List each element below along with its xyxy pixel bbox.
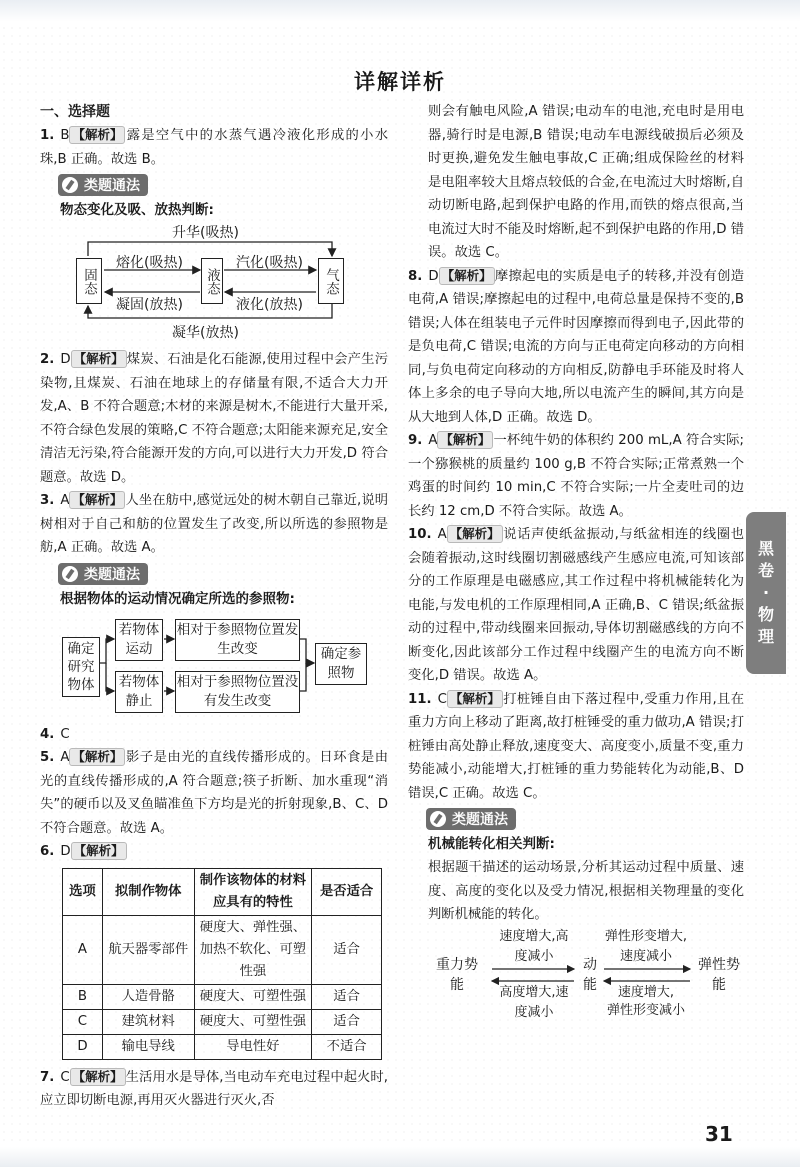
table-cell: 硬度大、可塑性强 — [194, 984, 312, 1009]
page-title: 详解详析 — [354, 70, 446, 94]
analysis-tag: 【解析】 — [70, 1068, 126, 1086]
label-vaporization: 汽化(吸热) — [236, 255, 303, 271]
table-cell: B — [63, 984, 103, 1009]
question-5: 5. A 【解析】 影子是由光的直线传播形成的。日环食是由光的直线传播形成的,A 符合题意;筷子折断、加水重现“消失”的硬币以及叉鱼瞄准鱼下方均是光的折射现象,B、C、D 不符合题意。故选 A。 — [40, 749, 388, 836]
question-9: 9. A 【解析】 一杯纯牛奶的体积约 200 mL,A 符合实际;一个猕猴桃的质量约 100 g,B 不符合实际;正常煮熟一个鸡蛋的时间约 10 min,C 不符合实际;一片全麦吐司的边长约 12 cm,D 不符合实际。故选 A。 — [408, 432, 744, 519]
box-position-changed: 相对于参照物位置发生改变 — [175, 619, 300, 661]
label-freezing: 凝固(放热) — [116, 297, 183, 313]
table-cell: C — [63, 1009, 103, 1034]
question-6: 6. D 【解析】 — [40, 840, 388, 864]
left-column — [40, 100, 388, 1113]
table-header: 是否适合 — [312, 868, 382, 915]
table-cell: 适合 — [312, 1009, 382, 1034]
table-row — [63, 1009, 382, 1034]
question-8: 8. D 【解析】 摩擦起电的实质是电子的转移,并没有创造电荷,A 错误;摩擦起电的过程中,电荷总量是保持不变的,B 错误;人体在组装电子元件时因摩擦而得到电子,因此带的是负电荷,C 错误;电流的方向与正电荷定向移动的方向相同,与负电荷定向移动的方向相反,防静电手环能及时将人体上多余的电子导向大地,所以电流产生的瞬间,其方向是从大地到人体,D 正确。故选 D。 — [408, 267, 744, 425]
table-cell: 航天器零部件 — [102, 915, 194, 984]
box-determine-reference: 确定参照物 — [315, 643, 367, 685]
table-header: 拟制作物体 — [102, 868, 194, 915]
method-heading: 根据物体的运动情况确定所选的参照物: — [60, 590, 295, 607]
page-number: 31 — [705, 1122, 733, 1146]
table-row — [63, 984, 382, 1009]
label-right-top-2: 速度减小 — [619, 948, 672, 964]
question-7-continued: 则会有触电风险,A 错误;电动车的电池,充电时是用电器,骑行时是电源,B 错误;电动车电源线破损后必须及时更换,避免发生触电事故,C 正确;组成保险丝的材料是电阻率较大且熔点较低的合金,在电流过大时熔断,自动切断电路,起到保护电路的作用,而铁的熔点很高,当电流过大时不能及时熔断,起不到保护电路的作用,D 错误。故选 C。 — [428, 104, 744, 260]
box-liquid: 液态 — [201, 258, 223, 304]
label-gravitational-pe: 重力势能 — [436, 956, 478, 993]
analysis-tag: 【解析】 — [71, 842, 127, 860]
table-cell: 适合 — [312, 915, 382, 984]
table-cell: 不适合 — [312, 1034, 382, 1059]
bottom-band — [0, 1147, 800, 1167]
question-3: 3. A 【解析】 人坐在舫中,感觉远处的树木朝自己靠近,说明树相对于自己和舫的位置发生了改变,所以所选的参照物是舫,A 正确。故选 A。 — [40, 492, 388, 555]
label-sublimation: 升华(吸热) — [172, 225, 239, 241]
method-badge: 类题通法 — [58, 174, 148, 196]
table-cell: 建筑材料 — [102, 1009, 194, 1034]
box-solid: 固态 — [76, 258, 102, 304]
label-deposition: 凝华(放热) — [172, 325, 239, 341]
box-if-moving: 若物体运动 — [115, 619, 163, 661]
analysis-tag: 【解析】 — [437, 431, 493, 449]
box-if-still: 若物体静止 — [115, 671, 163, 713]
side-tab: 黑 卷 · 物 理 — [746, 512, 786, 674]
label-condensation: 液化(放热) — [236, 297, 303, 313]
analysis-tag: 【解析】 — [447, 690, 503, 708]
key-icon — [62, 566, 78, 582]
label-right-top-1: 弹性形变增大, — [604, 928, 688, 944]
state-change-diagram — [60, 222, 360, 342]
label-elastic-pe: 弹性势能 — [698, 956, 740, 993]
table-cell: 硬度大、弹性强、加热不软化、可塑性强 — [194, 915, 312, 984]
question-4: 4. C — [40, 726, 70, 742]
section-heading: 一、选择题 — [40, 104, 110, 120]
top-band — [0, 0, 800, 22]
box-determine-object: 确定研究物体 — [62, 637, 100, 697]
analysis-tag: 【解析】 — [69, 491, 125, 509]
table-cell: D — [63, 1034, 103, 1059]
right-column — [408, 100, 744, 1021]
label-melting: 熔化(吸热) — [116, 255, 183, 271]
table-cell: 硬度大、可塑性强 — [194, 1009, 312, 1034]
method-badge: 类题通法 — [58, 563, 148, 585]
method-heading: 物态变化及吸、放热判断: — [60, 202, 214, 218]
table-header: 选项 — [63, 868, 103, 915]
table-cell: A — [63, 915, 103, 984]
method-heading: 机械能转化相关判断: — [428, 836, 555, 852]
key-icon — [430, 811, 446, 827]
table-cell: 输电导线 — [102, 1034, 194, 1059]
table-header: 制作该物体的材料应具有的特性 — [194, 868, 312, 915]
question-11: 11. C 【解析】 打桩锤自由下落过程中,受重力作用,且在重力方向上移动了距离,故打桩锤受的重力做功,A 错误;打桩锤由高处静止释放,速度变大、高度变小,质量不变,重力势能减小,动能增大,打桩锤的重力势能转化为动能,B、D 错误,C 正确。故选 C。 — [408, 690, 744, 801]
question-7: 7. C 【解析】 生活用水是导体,当电动车充电过程中起火时,应立即切断电源,再用灭火器进行灭火,否 — [40, 1068, 388, 1108]
table-cell: 适合 — [312, 984, 382, 1009]
materials-table — [62, 868, 382, 1060]
key-icon — [62, 177, 78, 193]
box-position-unchanged: 相对于参照物位置没有发生改变 — [175, 671, 300, 713]
table-cell: 导电性好 — [194, 1034, 312, 1059]
box-gas: 气态 — [318, 258, 344, 304]
label-right-bottom-1: 速度增大, — [617, 984, 675, 1000]
analysis-tag: 【解析】 — [69, 126, 125, 144]
reference-frame-diagram — [62, 615, 372, 715]
label-left-top: 速度增大,高度减小 — [499, 928, 569, 964]
energy-conversion-diagram — [432, 928, 748, 1021]
label-kinetic-energy: 动能 — [583, 956, 597, 993]
label-right-bottom-2: 弹性形变减小 — [606, 1002, 685, 1018]
method-text: 根据题干描述的运动场景,分析其运动过程中质量、速度、高度的变化以及受力情况,根据相关物理量的变化判断机械能的转化。 — [428, 860, 744, 922]
analysis-tag: 【解析】 — [439, 267, 495, 285]
question-2: 2. D 【解析】 煤炭、石油是化石能源,使用过程中会产生污染物,且煤炭、石油在地球上的存储量有限,不适合大力开发,A、B 不符合题意;木材的来源是树木,不能进行大量开采,不符合绿色发展的策略,C 不符合题意;太阳能来源充足,安全清洁无污染,符合能源开发的方向,可以进行大力开发,D 符合题意。故选 D。 — [40, 351, 388, 485]
method-badge: 类题通法 — [426, 808, 516, 830]
table-header-row — [63, 868, 382, 915]
analysis-tag: 【解析】 — [69, 748, 125, 766]
question-1: 1. B 【解析】 露是空气中的水蒸气遇冷液化形成的小水珠,B 正确。故选 B。 — [40, 127, 388, 167]
analysis-tag: 【解析】 — [447, 525, 503, 543]
table-cell: 人造骨骼 — [102, 984, 194, 1009]
question-10: 10. A 【解析】 说话声使纸盆振动,与纸盆相连的线圈也会随着振动,这时线圈切割磁感线产生感应电流,可知该部分的工作原理是电磁感应,其工作过程中将机械能转化为电能,与发电机的工作原理相同,A 正确,B、C 错误;纸盆振动的过程中,带动线圈来回振动,导体切割磁感线的方向不断变化,因此该部分工作过程中线圈产生的电流方向不断变化,D 错误。故选 A。 — [408, 526, 744, 683]
table-row — [63, 915, 382, 984]
label-left-bottom: 高度增大,速度减小 — [499, 984, 569, 1020]
analysis-tag: 【解析】 — [71, 350, 127, 368]
table-row — [63, 1034, 382, 1059]
